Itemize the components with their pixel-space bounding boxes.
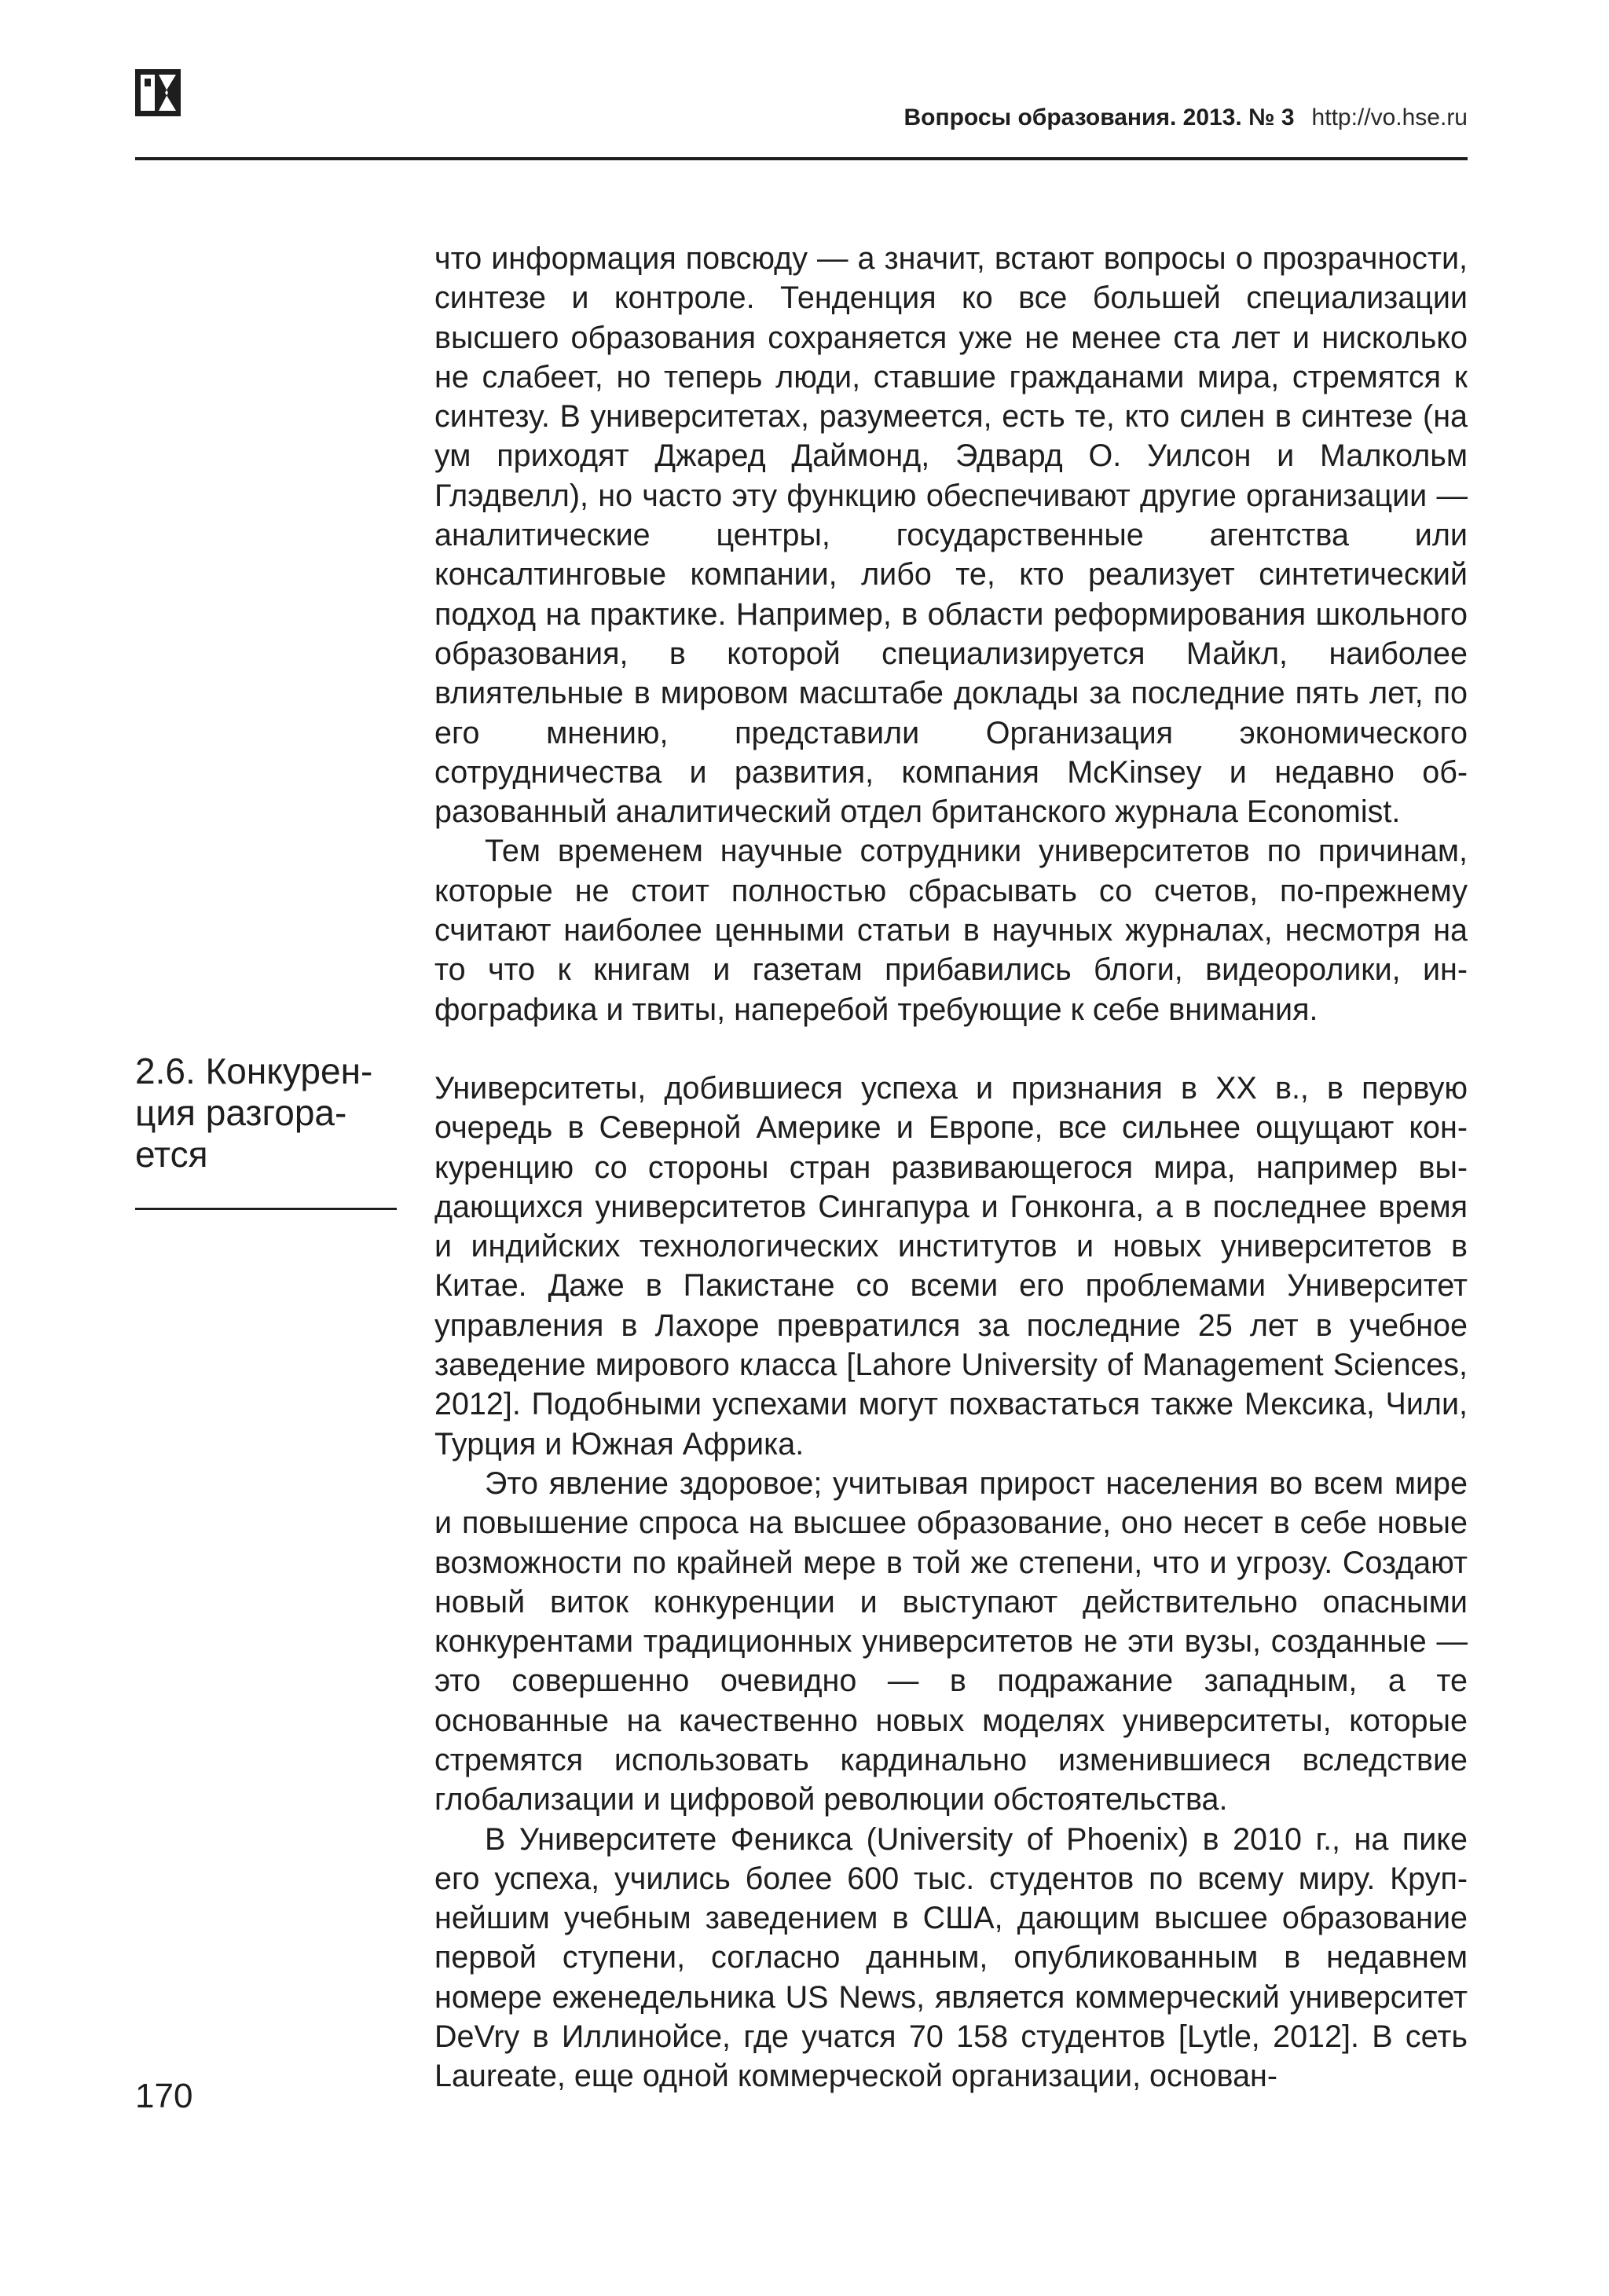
paragraph: Это явление здоровое; учитывая прирост населения во всем мире и повышение спроса на высшее образование, оно несет в себе новые возможности по крайней мере в той же степени, что и угрозу. Создают новый виток конкуренции и выступают действительно опасными конкурентами традиционных университетов не эти вузы, созданные — это совершенно очевидно — в подражание западным, а те основанные на качественно новых моделях университеты, которые стремятся использовать кардинально изменившиеся вследствие глобализации и цифровой революции обстоятельства.: [434, 1465, 1468, 1817]
paragraph: что информация повсюду — а значит, встают вопросы о прозрачности, синтезе и контроле. Тенденция ко все большей специализации высшего образования сохраняется уже не менее ста лет и нисколько не слабеет, но теперь люди, ставшие гражданами мира, стремятся к синтезу. В университетах, разумеется, есть те, кто силен в синтезе (на ум приходят Джаред Даймонд, Эдвард О. Уилсон и Малкольм Глэдвелл), но часто эту функцию обеспечивают другие организации — аналитические центры, государственные агентства или консалтинговые компании, либо те, кто реализует синтетический подход на практике. Например, в области реформирования школьного образования, в которой специализируется Майкл, наиболее влиятельные в мировом масштабе доклады за последние пять лет, по его мнению, представили Организация экономического сотрудничества и развития, компания McKinsey и недавно образованный аналитический отдел британского журнала Economist.: [434, 241, 1468, 830]
section-heading-line: ется: [135, 1134, 208, 1175]
running-head: [903, 102, 1468, 134]
section-heading-line: 2.6. Конкурен-: [135, 1051, 373, 1091]
section-heading-line: ция разгора-: [135, 1092, 347, 1133]
section-2-6-body: [434, 1069, 1468, 2096]
journal-logo-icon: [135, 69, 181, 116]
journal-title: Вопросы образования. 2013. № 3: [903, 105, 1295, 130]
header-divider: [135, 157, 1468, 160]
page-number: 170: [135, 2077, 193, 2115]
journal-url[interactable]: http://vo.hse.ru: [1311, 105, 1468, 130]
article-body: [434, 239, 1468, 2096]
paragraph: Тем временем научные сотрудники университетов по причинам, которые не стоит полностью сбрасывать со счетов, по-прежнему считают наиболее ценными статьи в научных журналах, несмотря на то что к книгам и газетам прибавились блоги, видеоролики, инфографика и твиты, наперебой требующие к себе внимания.: [434, 834, 1468, 1027]
paragraph: Университеты, добившиеся успеха и признания в XX в., в первую очередь в Северной Америке и Европе, все сильнее ощущают конкуренцию со стороны стран развивающегося мира, например выдающихся университетов Сингапура и Гонконга, а в последнее время и индийских технологических институтов и новых университетов в Китае. Даже в Пакистане со всеми его проблемами Университет управления в Лахоре превратился за последние 25 лет в учебное заведение мирового класса [Lahore University of Management Sciences, 2012]. Подобными успехами могут похвастаться также Мексика, Чили, Турция и Южная Африка.: [434, 1070, 1468, 1462]
section-heading: [135, 1051, 394, 1176]
paragraph: В Университете Феникса (University of Phoenix) в 2010 г., на пике его успеха, учились более 600 тыс. студентов по всему миру. Крупнейшим учебным заведением в США, дающим высшее образование первой ступени, согласно данным, опубликованным в недавнем номере еженедельника US News, является коммерческий университет DeVry в Иллинойсе, где учатся 70 158 студентов [Lytle, 2012]. В сеть Laureate, еще одной коммерческой организации, основан-: [434, 1821, 1468, 2094]
section-heading-rule: [135, 1208, 397, 1210]
